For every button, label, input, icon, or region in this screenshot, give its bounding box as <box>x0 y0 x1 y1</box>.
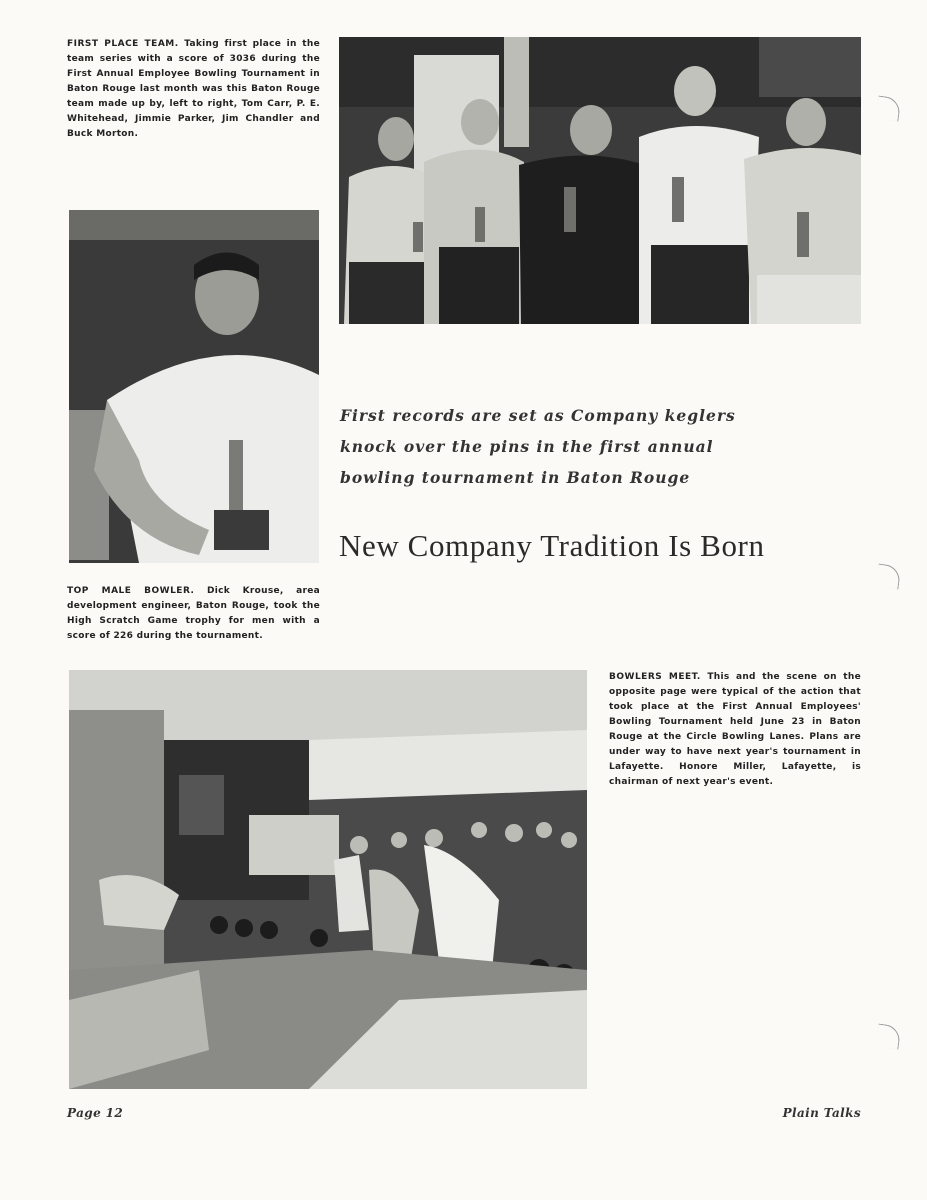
binder-hole-mark <box>876 564 902 590</box>
article-headline: New Company Tradition Is Born <box>339 528 765 563</box>
deck-line: knock over the pins in the first annual <box>340 437 714 456</box>
deck-line: First records are set as Company keglers <box>340 406 736 425</box>
deck-line: bowling tournament in Baton Rouge <box>340 468 691 487</box>
article-deck <box>340 400 760 493</box>
caption-top-male-bowler <box>67 584 320 644</box>
binder-hole-mark <box>876 96 902 122</box>
publication-name: Plain Talks <box>782 1106 861 1120</box>
caption-body: This and the scene on the opposite page were typical of the action that took place at the First Annual Employees' Bowling Tournament held June 23 in Baton Rouge at the Circle Bowling Lanes. Plans are under way to have next year's tournament in Lafayette. Honore Miller, Lafayette, is chairman of next year's event. <box>609 672 862 787</box>
photo-bowling-alley-scene <box>69 670 587 1089</box>
page-number: Page 12 <box>67 1106 124 1120</box>
caption-bowlers-meet <box>609 670 861 790</box>
caption-lead: BOWLERS MEET. <box>609 672 701 682</box>
caption-lead: TOP MALE BOWLER. <box>67 586 195 596</box>
photo-first-place-team <box>339 37 861 324</box>
binder-hole-mark <box>876 1024 902 1050</box>
caption-body: Taking first place in the team series with a score of 3036 during the First Annual Employee Bowling Tournament in Baton Rouge last month was this Baton Rouge team made up by, left to right, Tom Carr, P. E. Whitehead, Jimmie Parker, Jim Chandler and Buck Morton. <box>67 39 320 139</box>
caption-lead: FIRST PLACE TEAM. <box>67 39 179 49</box>
photo-top-male-bowler <box>69 210 319 563</box>
caption-first-place-team <box>67 37 320 142</box>
caption-body: Dick Krouse, area development engineer, Baton Rouge, took the High Scratch Game trophy for men with a score of 226 during the tournament. <box>67 586 321 641</box>
